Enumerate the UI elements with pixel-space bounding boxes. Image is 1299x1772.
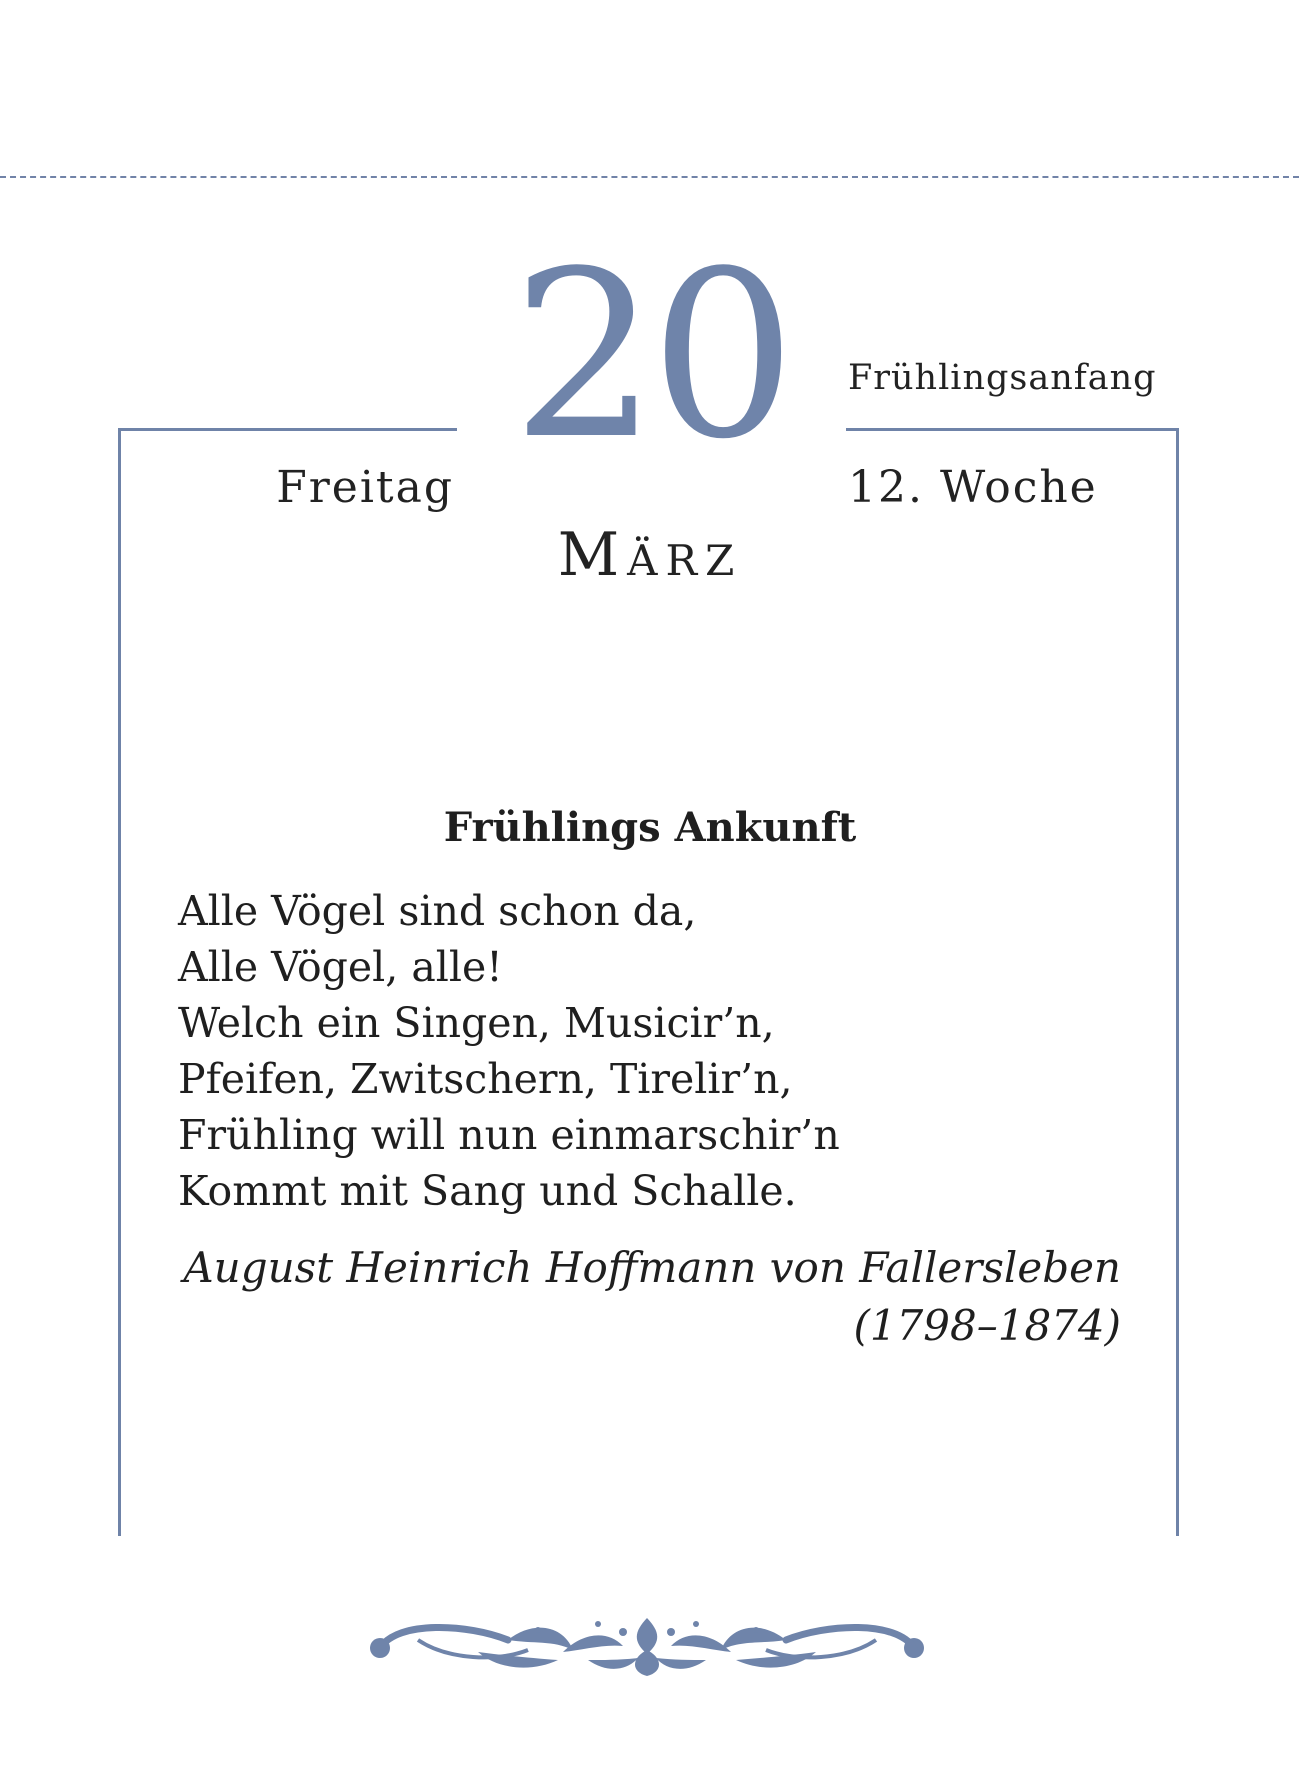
day-number: 20 <box>511 223 789 490</box>
poem-title: Frühlings Ankunft <box>443 804 857 851</box>
week-number-label: 12. Woche <box>848 462 1098 513</box>
poem-line: Kommt mit Sang und Schalle. <box>178 1167 797 1215</box>
perforation-line <box>0 176 1299 178</box>
poem-line: Welch ein Singen, Musicir’n, <box>178 999 775 1047</box>
poem-body <box>178 883 840 1219</box>
month-label: März <box>557 520 743 590</box>
holiday-label: Frühlingsanfang <box>848 358 1157 398</box>
author-name: August Heinrich Hoffmann von Fallersleben <box>183 1243 1121 1292</box>
poem-line: Alle Vögel, alle! <box>178 943 503 991</box>
flourish-ornament-icon <box>358 1610 936 1680</box>
weekday-label: Freitag <box>276 462 454 513</box>
author-years: (1798–1874) <box>853 1301 1121 1350</box>
poem-line: Pfeifen, Zwitschern, Tirelir’n, <box>178 1055 793 1103</box>
poem-attribution <box>183 1239 1121 1355</box>
page-frame-right <box>846 428 1179 1536</box>
poem-line: Alle Vögel sind schon da, <box>178 887 697 935</box>
poem-line: Frühling will nun einmarschir’n <box>178 1111 840 1159</box>
